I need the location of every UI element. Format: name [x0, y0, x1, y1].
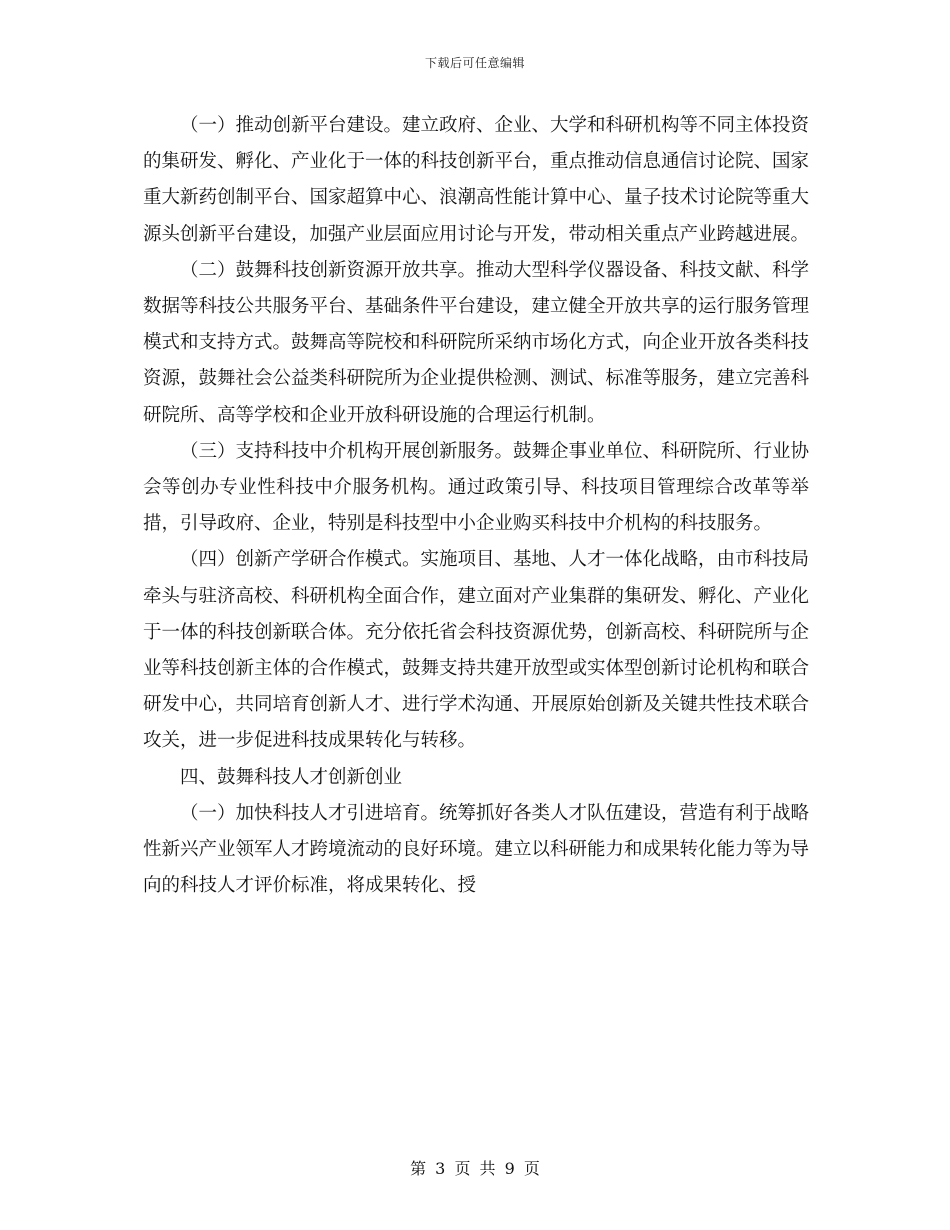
paragraph-resource-sharing: （二）鼓舞科技创新资源开放共享。推动大型科学仪器设备、科技文献、科学数据等科技公共服务平台、基础条件平台建设，建立健全开放共享的运行服务管理模式和支持方式。鼓舞高等院校和科研院所采纳市场化方式，向企业开放各类科技资源，鼓舞社会公益类科研院所为企业提供检测、测试、标准等服务，建立完善科研院所、高等学校和企业开放科研设施的合理运行机制。	[143, 259, 810, 426]
paragraph-industry-academia-cooperation: （四）创新产学研合作模式。实施项目、基地、人才一体化战略，由市科技局牵头与驻济高校、科研机构全面合作，建立面对产业集群的集研发、孵化、产业化于一体的科技创新联合体。充分依托省会科技资源优势，创新高校、科研院所与企业等科技创新主体的合作模式，鼓舞支持共建开放型或实体型创新讨论机构和联合研发中心，共同培育创新人才、进行学术沟通、开展原始创新及关键共性技术联合攻关，进一步促进科技成果转化与转移。	[143, 549, 810, 752]
page-number: 第 3 页 共 9 页	[410, 1159, 540, 1178]
paragraph-intermediary-services: （三）支持科技中介机构开展创新服务。鼓舞企事业单位、科研院所、行业协会等创办专业性科技中介服务机构。通过政策引导、科技项目管理综合改革等举措，引导政府、企业，特别是科技型中小企业购买科技中介机构的科技服务。	[143, 440, 810, 535]
paragraph-talent-introduction: （一）加快科技人才引进培育。统筹抓好各类人才队伍建设，营造有利于战略性新兴产业领军人才跨境流动的良好环境。建立以科研能力和成果转化能力等为导向的科技人才评价标准，将成果转化、授	[143, 802, 810, 897]
paragraph-platform-building: （一）推动创新平台建设。建立政府、企业、大学和科研机构等不同主体投资的集研发、孵化、产业化于一体的科技创新平台，重点推动信息通信讨论院、国家重大新药创制平台、国家超算中心、浪潮高性能计算中心、量子技术讨论院等重大源头创新平台建设，加强产业层面应用讨论与开发，带动相关重点产业跨越进展。	[143, 115, 810, 245]
document-body	[143, 108, 809, 904]
section-heading-talent: 四、鼓舞科技人才创新创业	[180, 766, 403, 788]
page-header: 下载后可任意编辑	[424, 56, 525, 70]
